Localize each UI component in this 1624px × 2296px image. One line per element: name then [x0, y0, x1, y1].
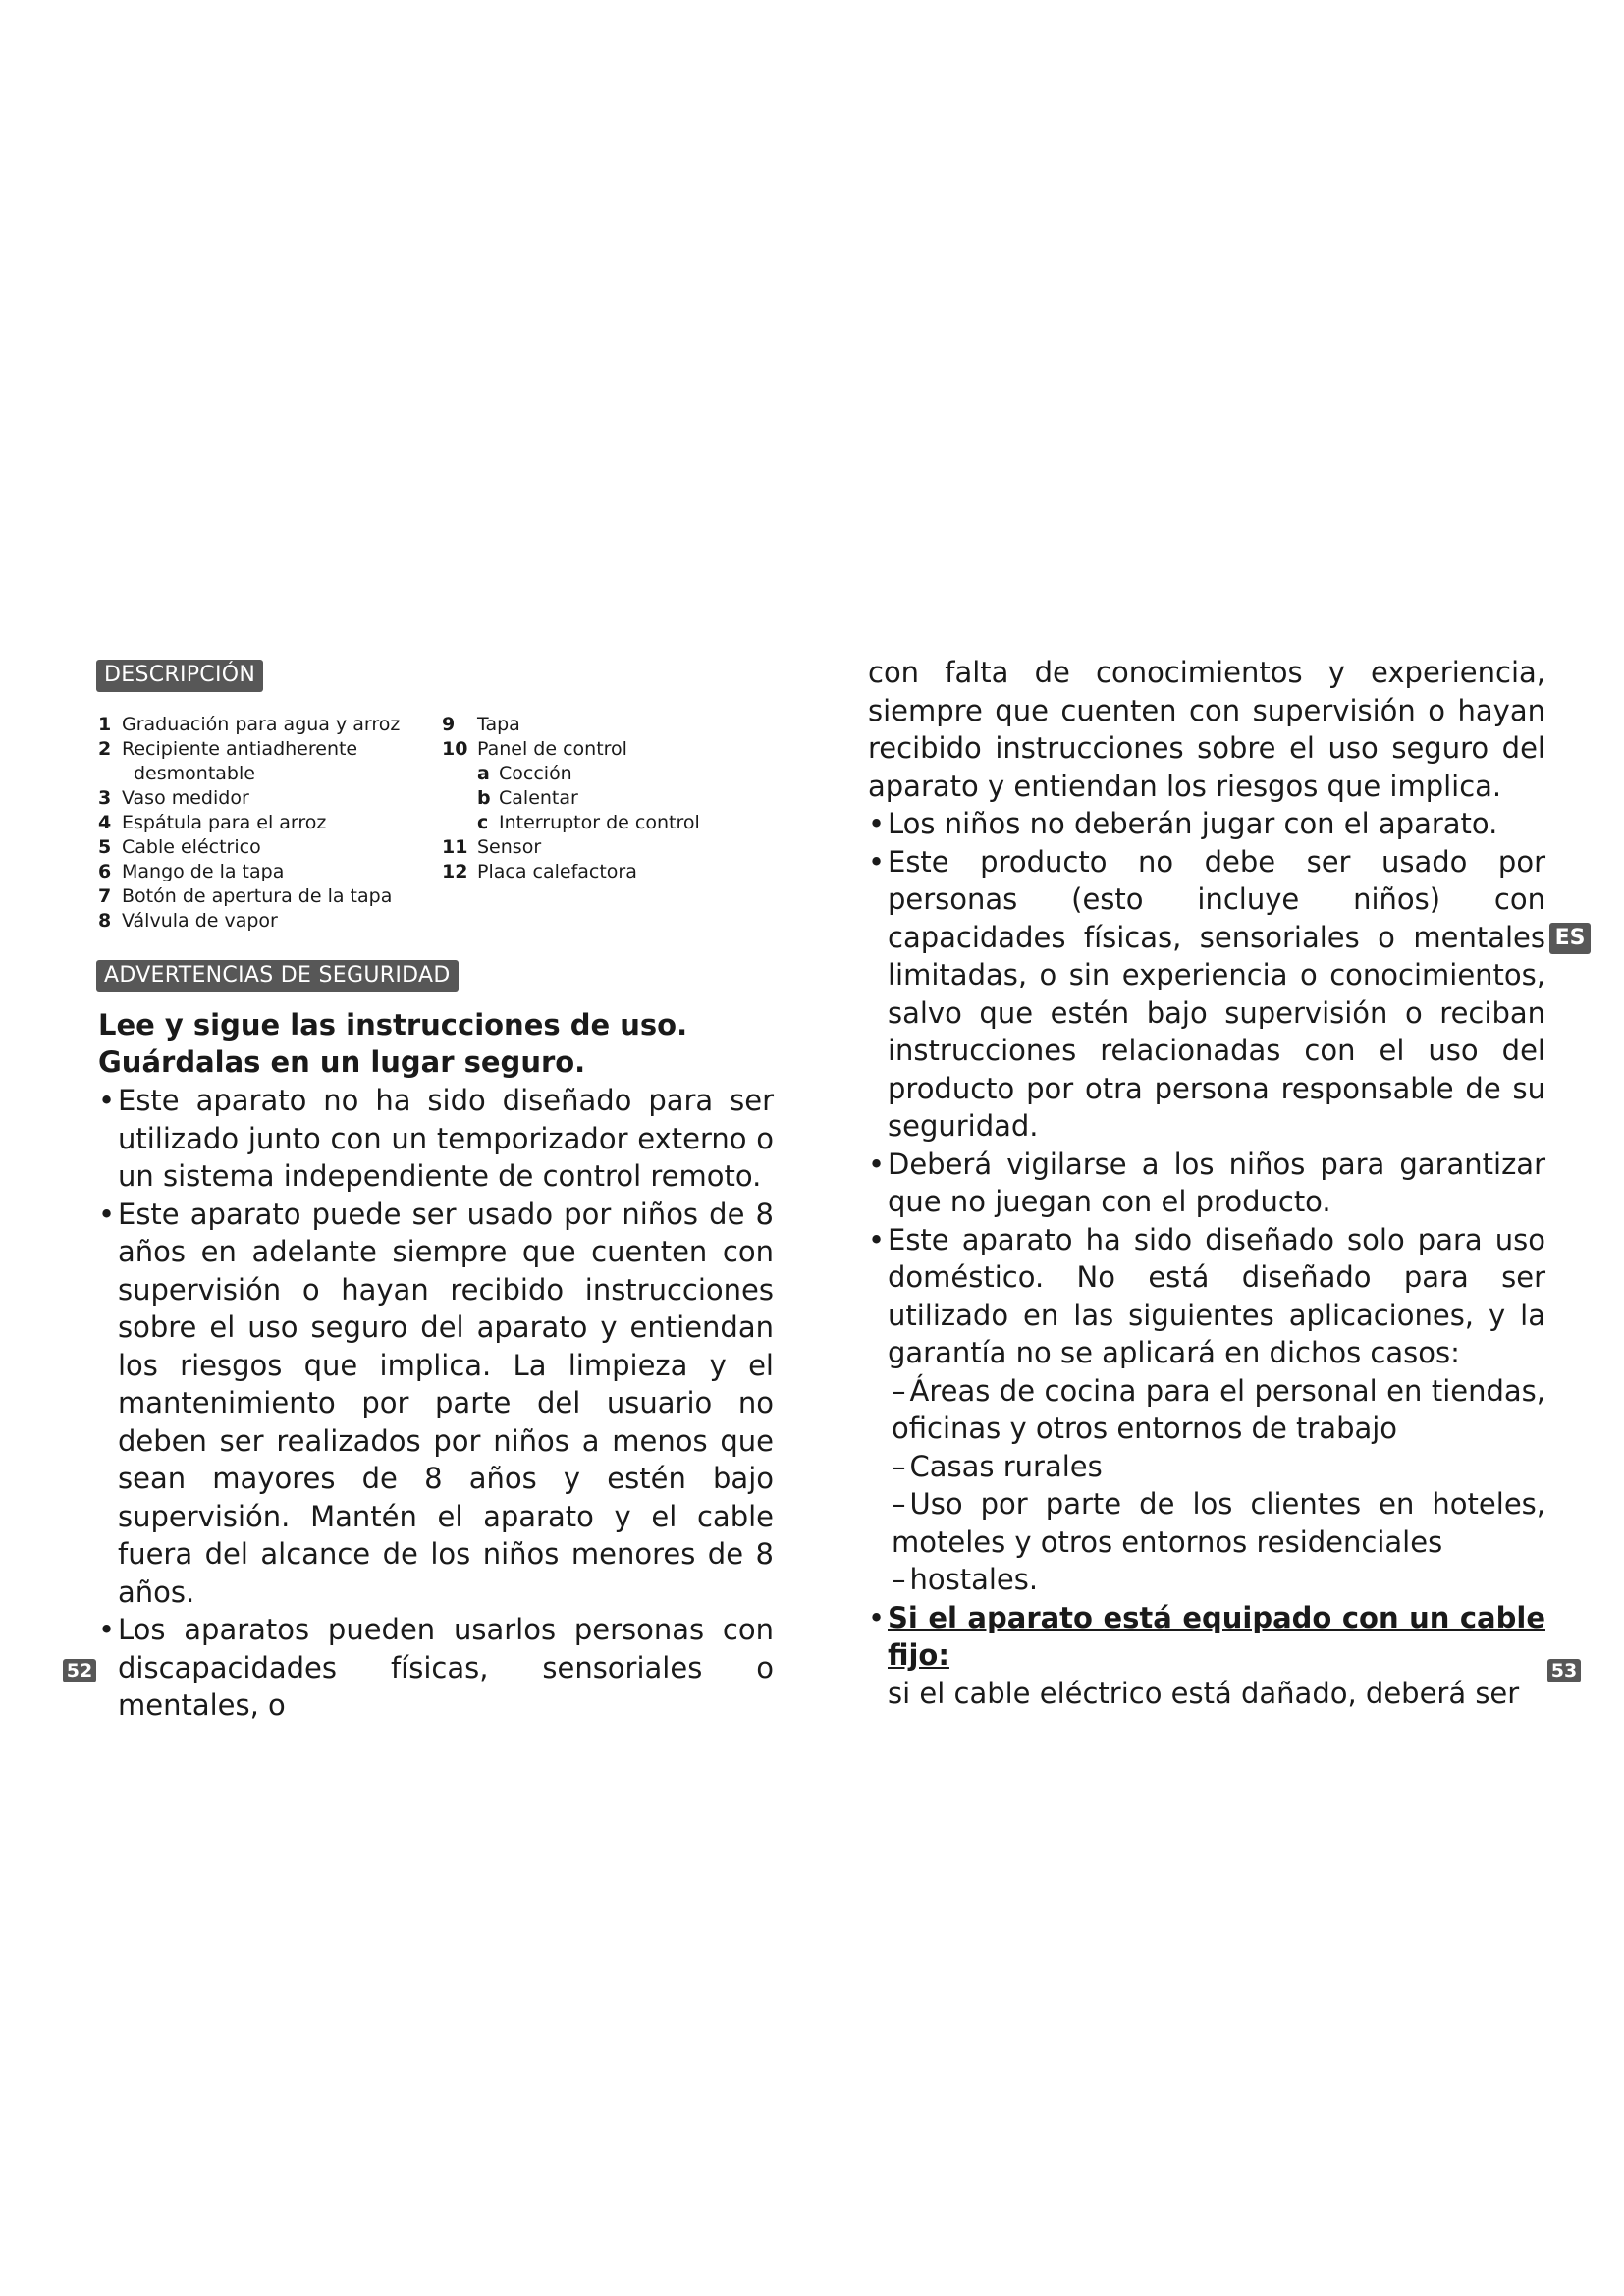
- dash-item: – Uso por parte de los clientes en hoteles, moteles y otros entornos residenciales: [892, 1487, 1545, 1559]
- fixed-cable-heading: Si el aparato está equipado con un cable fijo:: [888, 1600, 1545, 1672]
- dash-item: – Áreas de cocina para el personal en tiendas, oficinas y otros entornos de trabajo: [892, 1373, 1545, 1445]
- fixed-cable-text: si el cable eléctrico está dañado, deberá ser: [888, 1676, 1520, 1710]
- list-item: 4 Espátula para el arroz: [98, 812, 327, 833]
- dash-item: – hostales.: [892, 1563, 1039, 1596]
- list-item: 7 Botón de apertura de la tapa: [98, 885, 393, 907]
- list-item: desmontable: [134, 763, 255, 784]
- list-item: 2 Recipiente antiadherente: [98, 738, 358, 760]
- list-item: 8 Válvula de vapor: [98, 910, 278, 932]
- dash-mark: –: [892, 1563, 906, 1596]
- safety-bullet: • Los aparatos pueden usarlos personas con discapacidades físicas, sensoriales o mentales, o: [98, 1611, 774, 1725]
- list-item: a Cocción: [477, 763, 572, 784]
- list-item: 3 Vaso medidor: [98, 787, 249, 809]
- page-number-left: 52: [63, 1659, 96, 1682]
- parts-list-left: [98, 713, 432, 934]
- list-item: b Calentar: [477, 787, 578, 809]
- dash-item: – Casas rurales: [892, 1449, 1103, 1483]
- description-heading: DESCRIPCIÓN: [96, 660, 263, 692]
- safety-bullet: • Deberá vigilarse a los niños para garantizar que no juegan con el producto.: [868, 1146, 1545, 1221]
- dash-mark: –: [892, 1373, 906, 1408]
- safety-bullet: • Este aparato puede ser usado por niños de 8 años en adelante siempre que cuenten con supervisión o hayan recibido instrucciones sobre el uso seguro del aparato y entiendan los riesgos que implica. La limpieza y el mantenimiento por parte del usuario no deben ser realizados por niños a menos que sean mayores de 8 años y estén bajo supervisión. Mantén el aparato y el cable fuera del alcance de los niños menores de 8 años.: [98, 1196, 774, 1612]
- safety-intro: Lee y sigue las instrucciones de uso. Guárdalas en un lugar seguro.: [98, 1008, 688, 1079]
- right-column-text: [868, 654, 1545, 1712]
- list-item: 12 Placa calefactora: [442, 861, 637, 882]
- safety-heading: ADVERTENCIAS DE SEGURIDAD: [96, 960, 459, 992]
- left-column-text: [98, 1082, 774, 1725]
- parts-list-right: [442, 713, 736, 884]
- safety-bullet: • Este aparato no ha sido diseñado para ser utilizado junto con un temporizador externo o un sistema independiente de control remoto.: [98, 1082, 774, 1196]
- dash-mark: –: [892, 1449, 906, 1483]
- list-item: c Interruptor de control: [477, 812, 700, 833]
- dash-mark: –: [892, 1487, 906, 1521]
- list-item: 10 Panel de control: [442, 738, 627, 760]
- safety-bullet: [868, 1599, 1545, 1675]
- language-tab: ES: [1549, 923, 1591, 954]
- safety-bullet: • Los niños no deberán jugar con el aparato.: [868, 805, 1545, 843]
- list-item: 5 Cable eléctrico: [98, 836, 261, 858]
- list-item: 1 Graduación para agua y arroz: [98, 714, 401, 735]
- page-number-right: 53: [1547, 1659, 1581, 1682]
- list-item: 9 Tapa: [442, 714, 520, 735]
- safety-bullet: • Este aparato ha sido diseñado solo para uso doméstico. No está diseñado para ser utilizado en las siguientes aplicaciones, y la garantía no se aplicará en dichos casos:: [868, 1221, 1545, 1372]
- continued-paragraph: con falta de conocimientos y experiencia, siempre que cuenten con supervisión o hayan recibido instrucciones sobre el uso seguro del aparato y entiendan los riesgos que implica.: [868, 656, 1545, 803]
- list-item: 11 Sensor: [442, 836, 542, 858]
- safety-bullet: • Este producto no debe ser usado por personas (esto incluye niños) con capacidades físicas, sensoriales o mentales limitadas, o sin experiencia o conocimientos, salvo que estén bajo supervisión o reciban instrucciones relacionadas con el uso del producto por otra persona responsable de su seguridad.: [868, 843, 1545, 1146]
- list-item: 6 Mango de la tapa: [98, 861, 285, 882]
